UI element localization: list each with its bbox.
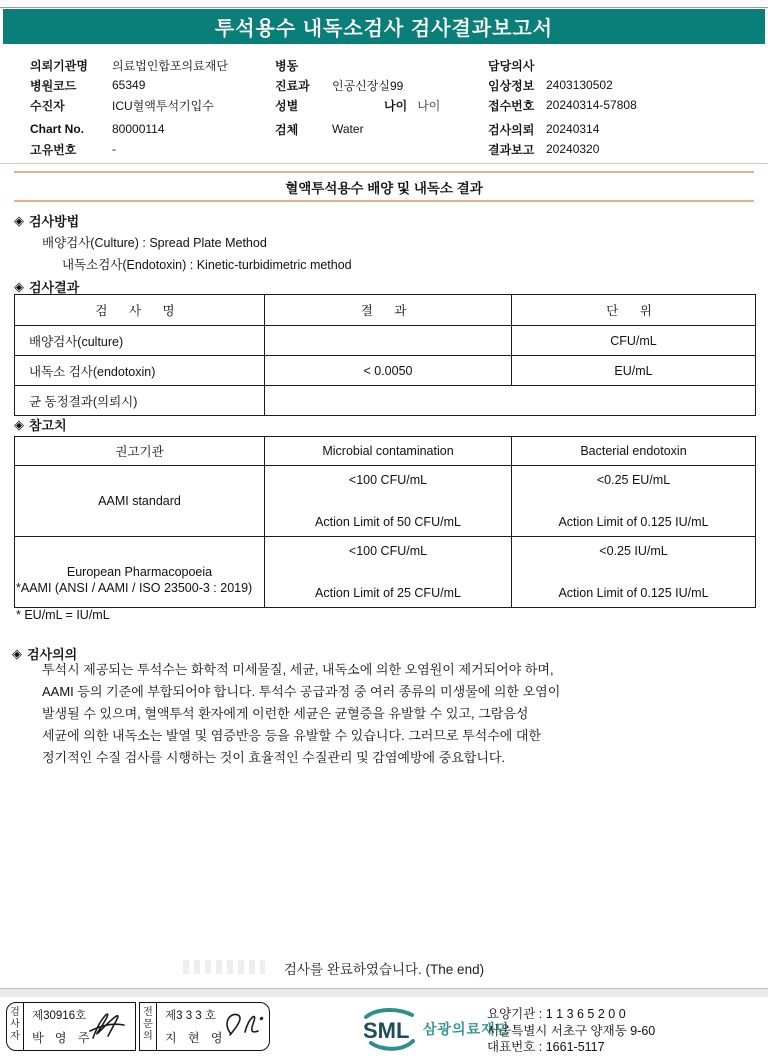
reference-header-row (15, 437, 756, 466)
column-header: 결 과 (265, 295, 512, 326)
table-row (15, 466, 756, 537)
test-name: 내독소 검사(endotoxin) (15, 356, 265, 386)
horizontal-divider (0, 163, 768, 164)
test-name: 균 동정결과(의뢰시) (15, 386, 265, 416)
limit-line: Action Limit of 0.125 IU/mL (558, 586, 709, 600)
field-value: 20240314-57808 (546, 98, 637, 112)
results-heading-label: 검사결과 (29, 280, 80, 295)
field-label: 담당의사 (488, 58, 535, 73)
field-value: 20240320 (546, 142, 600, 156)
limit-line: Action Limit of 0.125 IU/mL (558, 515, 709, 529)
field-label: 고유번호 (30, 142, 77, 157)
end-of-report-note: 검사를 완료하였습니다. (The end) (283, 962, 485, 977)
examiner-stamp-box (6, 1002, 136, 1051)
page-title: 투석용수 내독소검사 검사결과보고서 (214, 18, 554, 40)
lab-address: 서울특별시 서초구 양재동 9-60 (487, 1023, 656, 1038)
sml-logo-icon (362, 1006, 416, 1052)
footnote-aami: *AAMI (ANSI / AAMI / ISO 23500-3 : 2019) (16, 581, 253, 595)
field-value: 20240314 (546, 122, 600, 136)
info-row (275, 75, 480, 95)
reference-heading (14, 415, 67, 434)
test-unit: EU/mL (512, 356, 756, 386)
field-value: 인공신장실99 (332, 78, 404, 93)
diamond-bullet-icon: ◈ (12, 645, 22, 661)
examiner-name: 박 영 주 (32, 1031, 94, 1045)
field-label: 진료과 (275, 78, 310, 93)
table-row (15, 356, 756, 386)
field-value: - (112, 142, 116, 156)
info-row (488, 75, 760, 95)
field-label: 수진자 (30, 98, 65, 113)
column-header: Microbial contamination (265, 437, 512, 466)
info-column-right (488, 55, 760, 159)
test-name: 배양검사(culture) (15, 326, 265, 356)
salmon-rule-top (14, 171, 754, 173)
field-label: 성별 (275, 98, 299, 113)
method-heading-label: 검사방법 (29, 214, 80, 229)
footnote-eu-iu: * EU/mL = IU/mL (16, 608, 110, 622)
section-title: 혈액투석용수 배양 및 내독소 결과 (285, 181, 483, 196)
age-value: 나이 (417, 98, 441, 113)
lab-phone: 대표번호 : 1661-5117 (487, 1040, 605, 1054)
limit-line: <0.25 IU/mL (599, 544, 668, 558)
footer-separator-band (0, 988, 768, 997)
lab-org-name: 삼광의료재단 (423, 1021, 511, 1037)
sml-logo-text: SML (363, 1018, 410, 1043)
recommending-org: European Pharmacopoeia (15, 537, 265, 608)
field-label: 의뢰기관명 (30, 58, 88, 73)
method-heading (14, 211, 79, 230)
field-label: 검사의뢰 (488, 122, 535, 137)
examiner-cert-number: 제30916호 (32, 1010, 87, 1022)
table-row (15, 386, 756, 416)
results-table (14, 294, 756, 416)
results-header-row (15, 295, 756, 326)
field-label: 결과보고 (488, 142, 535, 157)
diamond-bullet-icon: ◈ (14, 212, 24, 228)
field-value: ICU혈액투석기입수 (112, 98, 214, 113)
significance-line: 세균에 의한 내독소는 발열 및 염증반응 등을 유발할 수 있습니다. 그러므로 투석수에 대한 (42, 728, 542, 743)
info-column-left (30, 55, 275, 159)
age-label: 나이 (384, 98, 408, 113)
salmon-rule-bottom (14, 200, 754, 202)
column-header: 권고기관 (15, 437, 265, 466)
limit-line: <100 CFU/mL (348, 544, 428, 558)
info-row (275, 95, 480, 115)
field-value: 65349 (112, 78, 146, 92)
info-row (275, 119, 480, 139)
info-row (30, 95, 275, 115)
limit-line: Action Limit of 25 CFU/mL (315, 586, 461, 600)
column-header: 단 위 (512, 295, 756, 326)
significance-line: 투석시 제공되는 투석수는 화학적 미세물질, 세균, 내독소에 의한 오염원이 제거되어야 하며, (42, 662, 554, 677)
significance-line: 발생될 수 있으며, 혈액투석 환자에게 이런한 세균은 균혈증을 유발할 수 있고, 그람음성 (42, 706, 529, 721)
field-value: 80000114 (112, 122, 165, 136)
field-value: 2403130502 (546, 78, 613, 92)
method-line-culture: 배양검사(Culture) : Spread Plate Method (42, 236, 267, 250)
microbial-limits (265, 537, 512, 608)
column-header: 검 사 명 (15, 295, 265, 326)
field-label: 접수번호 (488, 98, 535, 113)
field-label: 병동 (275, 58, 299, 73)
info-row (488, 55, 760, 75)
recommending-org: AAMI standard (15, 466, 265, 537)
examiner-role-label: 검사자 (7, 1003, 24, 1050)
field-label: 검체 (275, 122, 299, 137)
method-line-endotoxin: 내독소검사(Endotoxin) : Kinetic-turbidimetric method (62, 258, 352, 272)
specialist-signature-icon (221, 1006, 267, 1046)
endotoxin-limits (512, 466, 756, 537)
field-label: Chart No. (30, 122, 84, 136)
test-result-merged (265, 386, 756, 416)
info-row (275, 55, 480, 75)
specialist-name: 지 현 영 (165, 1031, 227, 1045)
info-row (488, 95, 760, 115)
microbial-limits (265, 466, 512, 537)
info-row (30, 75, 275, 95)
info-row (30, 139, 275, 159)
table-row (15, 537, 756, 608)
significance-line: 정기적인 수질 검사를 시행하는 것이 효율적인 수질관리 및 감염예방에 중요합니다. (42, 750, 506, 765)
field-value: Water (332, 122, 364, 136)
reference-heading-label: 참고치 (29, 418, 67, 433)
test-result (265, 326, 512, 356)
lab-institution-number: 요양기관 : 1 1 3 6 5 2 0 0 (487, 1007, 626, 1021)
limit-line: <100 CFU/mL (348, 473, 428, 487)
specialist-cert-number: 제3 3 3 호 (165, 1010, 216, 1022)
lab-address-block (487, 1006, 655, 1056)
field-label: 임상정보 (488, 78, 535, 93)
test-unit: CFU/mL (512, 326, 756, 356)
specialist-role-label: 전문의 (140, 1003, 157, 1050)
info-row (30, 119, 275, 139)
significance-line: AAMI 등의 기준에 부합되어야 합니다. 투석수 공급과정 중 여러 종류의 미생물에 의한 오염이 (42, 684, 561, 699)
info-row (30, 55, 275, 75)
test-result: < 0.0050 (265, 356, 512, 386)
significance-heading-label: 검사의의 (27, 647, 78, 662)
significance-paragraph (42, 659, 560, 769)
specialist-stamp-box (139, 1002, 270, 1051)
limit-line: Action Limit of 50 CFU/mL (315, 515, 461, 529)
endotoxin-limits (512, 537, 756, 608)
table-row (15, 326, 756, 356)
column-header: Bacterial endotoxin (512, 437, 756, 466)
info-column-middle (275, 55, 480, 139)
field-value: 의료법인합포의료재단 (112, 58, 228, 73)
field-label: 병원코드 (30, 78, 77, 93)
report-title-banner (3, 9, 765, 44)
limit-line: <0.25 EU/mL (596, 473, 671, 487)
diamond-bullet-icon: ◈ (14, 278, 24, 294)
info-row (488, 139, 760, 159)
diamond-bullet-icon: ◈ (14, 416, 24, 432)
info-row (488, 119, 760, 139)
window-top-strip (0, 0, 768, 8)
examiner-signature-icon (85, 1006, 133, 1046)
